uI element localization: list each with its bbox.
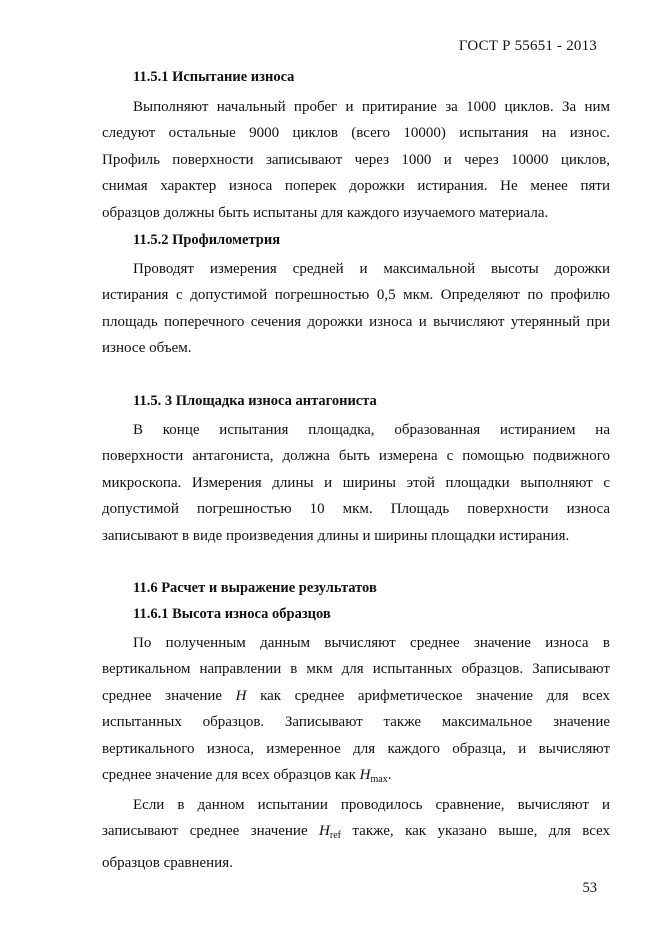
- text-line: вертикального износа, измеренное для каждого образца, и вычисляют: [102, 740, 610, 757]
- text-line: среднее значение для всех образцов как $H_{max}$.: [102, 767, 392, 786]
- text-line: следуют остальные 9000 циклов (всего 10000) испытания на износ.: [102, 125, 610, 142]
- text-line: записывают в виде произведения длины и ширины площадки истирания.: [102, 527, 570, 544]
- paragraph-11-5-2: [102, 256, 610, 362]
- text-line: Профиль поверхности записывают через 1000 и через 10000 циклов,: [102, 151, 610, 168]
- text-line: вертикальном направлении в мкм для испытанных образцов. Записывают: [102, 661, 610, 678]
- symbol-h-ref: $H_{ref}$: [319, 823, 341, 842]
- text-line: записывают среднее значение $H_{ref}$ также, как указано выше, для всех: [102, 823, 611, 842]
- text-line: Если в данном испытании проводилось сравнение, вычисляют и: [133, 797, 610, 813]
- page-number: 53: [582, 880, 597, 896]
- text-line: площадь поперечного сечения дорожки износа и вычисляют утерянный при: [102, 313, 610, 330]
- text-line: среднее значение H как среднее арифметическое значение для всех: [102, 687, 611, 704]
- paragraph-11-6-1-a: [102, 630, 610, 793]
- text-line: В конце испытания площадка, образованная истиранием на: [133, 422, 610, 438]
- paragraph-11-5-1: [102, 94, 610, 226]
- text-line: поверхности антагониста, должна быть измерена с помощью подвижного: [102, 448, 610, 465]
- section-heading-11-6-1: 11.6.1 Высота износа образцов: [133, 606, 331, 622]
- text-line: Проводят измерения средней и максимальной высоты дорожки: [133, 261, 610, 277]
- paragraph-11-6-1-b: [102, 792, 610, 876]
- text-line: микроскопа. Измерения длины и ширины этой площадки выполняют с: [102, 474, 610, 491]
- section-heading-11-5-3: 11.5. 3 Площадка износа антагониста: [133, 393, 377, 409]
- text-line: снимая характер износа поперек дорожки истирания. Не менее пяти: [102, 178, 610, 195]
- text-line: образцов сравнения.: [102, 854, 233, 871]
- document-header: ГОСТ Р 55651 - 2013: [458, 38, 597, 54]
- text-line: образцов должны быть испытаны для каждого изучаемого материала.: [102, 204, 549, 221]
- text-line: По полученным данным вычисляют среднее значение износа в: [133, 635, 610, 651]
- section-heading-11-5-2: 11.5.2 Профилометрия: [133, 232, 281, 248]
- text-line: допустимой погрешностью 10 мкм. Площадь поверхности износа: [102, 501, 610, 518]
- section-heading-11-5-1: 11.5.1 Испытание износа: [133, 69, 295, 85]
- symbol-h-max: $H_{max}$: [359, 767, 388, 786]
- text-line: износе объем.: [102, 340, 192, 357]
- symbol-h: H: [235, 687, 247, 704]
- section-heading-11-6: 11.6 Расчет и выражение результатов: [133, 580, 377, 596]
- text-line: истирания с допустимой погрешностью 0,5 мкм. Определяют по профилю: [102, 287, 610, 304]
- paragraph-11-5-3: [102, 417, 610, 549]
- text-line: испытанных образцов. Записывают также максимальное значение: [102, 714, 610, 731]
- text-line: Выполняют начальный пробег и притирание за 1000 циклов. За ним: [133, 99, 610, 115]
